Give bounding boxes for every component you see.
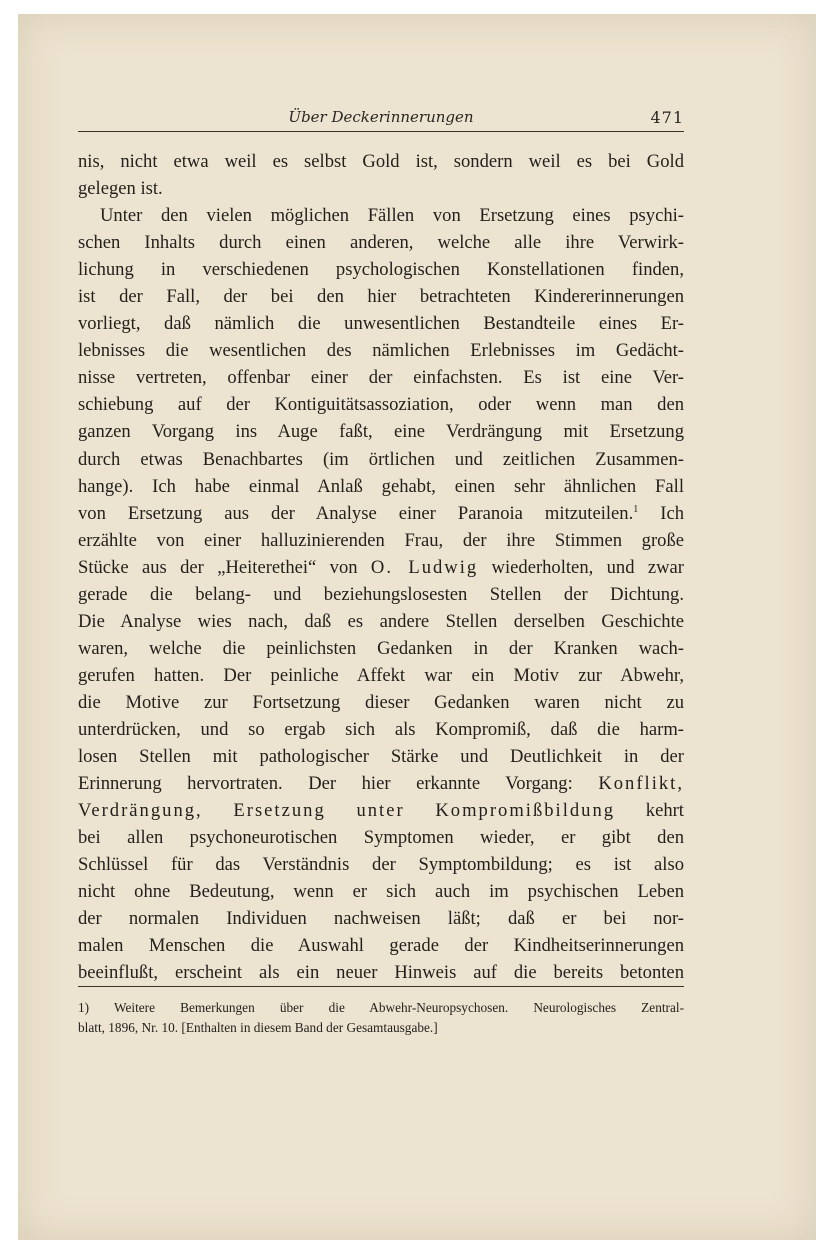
text-line: beeinflußt, erscheint als ein neuer Hinweis auf die bereits betonten [78,962,684,984]
text-line [78,500,684,527]
text-line [78,797,684,824]
text-line: lebnisses die wesentlichen des nämlichen Erlebnisses im Gedächt- [78,340,684,362]
text-line: gerade die belang- und beziehungslosesten Stellen der Dichtung. [78,583,684,605]
text-segment: wiederholten, und zwar [491,556,684,578]
footnote-text: Weitere Bemerkungen über die Abwehr-Neuropsychosen. Neurologisches Zentral- [113,1000,684,1015]
running-title: Über Deckerinnerungen [288,108,474,126]
footnote-rule [78,986,684,987]
text-line: nis, nicht etwa weil es selbst Gold ist, sondern weil es bei Gold [78,151,684,172]
footnote-line [78,998,684,1018]
text-line: nicht ohne Bedeutung, wenn er sich auch im psychischen Leben [78,881,684,903]
text-segment: von Ersetzung aus der Analyse einer Paranoia mitzuteilen. [78,502,634,524]
text-line: erzählte von einer halluzinierenden Frau, der ihre Stimmen große [78,529,684,551]
text-line: schiebung auf der Kontiguitätsassoziation, oder wenn man den [78,394,684,416]
text-line: durch etwas Benachbartes (im örtlichen und zeitlichen Zusammen- [78,448,684,470]
text-line: malen Menschen die Auswahl gerade der Kindheitserinnerungen [78,935,684,957]
footnote [78,998,684,1038]
spaced-term: Konflikt, [598,773,684,795]
text-line: vorliegt, daß nämlich die unwesentlichen Bestandteile eines Er- [78,313,684,335]
text-segment: Verdrängung, Ersetzung unter Kompromißbildung [78,800,616,822]
text-line: schen Inhalts durch einen anderen, welche alle ihre Verwirk- [78,232,684,254]
text-line [78,554,684,581]
text-segment: Erinnerung hervortraten. Der hier erkannte Vorgang: [78,773,573,795]
text-line: waren, welche die peinlichsten Gedanken in der Kranken wach- [78,637,684,659]
text-line: der normalen Individuen nachweisen läßt; daß er bei nor- [78,908,684,930]
footnote-line: blatt, 1896, Nr. 10. [Enthalten in diesem Band der Gesamtausgabe.] [78,1020,438,1035]
footnote-reference: 1 [633,503,639,515]
text-segment: Stücke aus der „Heiterethei“ von [78,556,358,578]
text-line: Unter den vielen möglichen Fällen von Ersetzung eines psychi- [100,205,684,227]
text-line: die Motive zur Fortsetzung dieser Gedanken waren nicht zu [78,691,684,713]
text-line: nisse vertreten, offenbar einer der einfachsten. Es ist eine Ver- [78,367,684,389]
text-line: Die Analyse wies nach, daß es andere Stellen derselben Geschichte [78,610,684,632]
text-line: lichung in verschiedenen psychologischen Konstellationen finden, [78,259,684,281]
text-line: Schlüssel für das Verständnis der Symptombildung; es ist also [78,854,684,876]
body-text [78,148,684,986]
text-segment: kehrt [645,800,684,822]
header-rule [78,131,684,132]
text-line: ganzen Vorgang ins Auge faßt, eine Verdrängung mit Ersetzung [78,421,684,443]
text-line: gerufen hatten. Der peinliche Affekt war ein Motiv zur Abwehr, [78,664,684,686]
text-line: losen Stellen mit pathologischer Stärke und Deutlichkeit in der [78,746,684,768]
text-line: ist der Fall, der bei den hier betrachteten Kindererinnerungen [78,286,684,308]
text-line: bei allen psychoneurotischen Symptomen wieder, er gibt den [78,827,684,849]
text-line: unterdrücken, und so ergab sich als Kompromiß, daß die harm- [78,718,684,740]
page-header [78,108,684,130]
footnote-marker: 1) [78,1000,90,1015]
page-number: 471 [650,108,684,127]
text-line: gelegen ist. [78,178,163,200]
text-line [78,770,684,797]
text-segment: Ich [660,502,684,524]
author-name: O. Ludwig [370,556,479,578]
text-line: hange). Ich habe einmal Anlaß gehabt, einen sehr ähnlichen Fall [78,475,684,497]
